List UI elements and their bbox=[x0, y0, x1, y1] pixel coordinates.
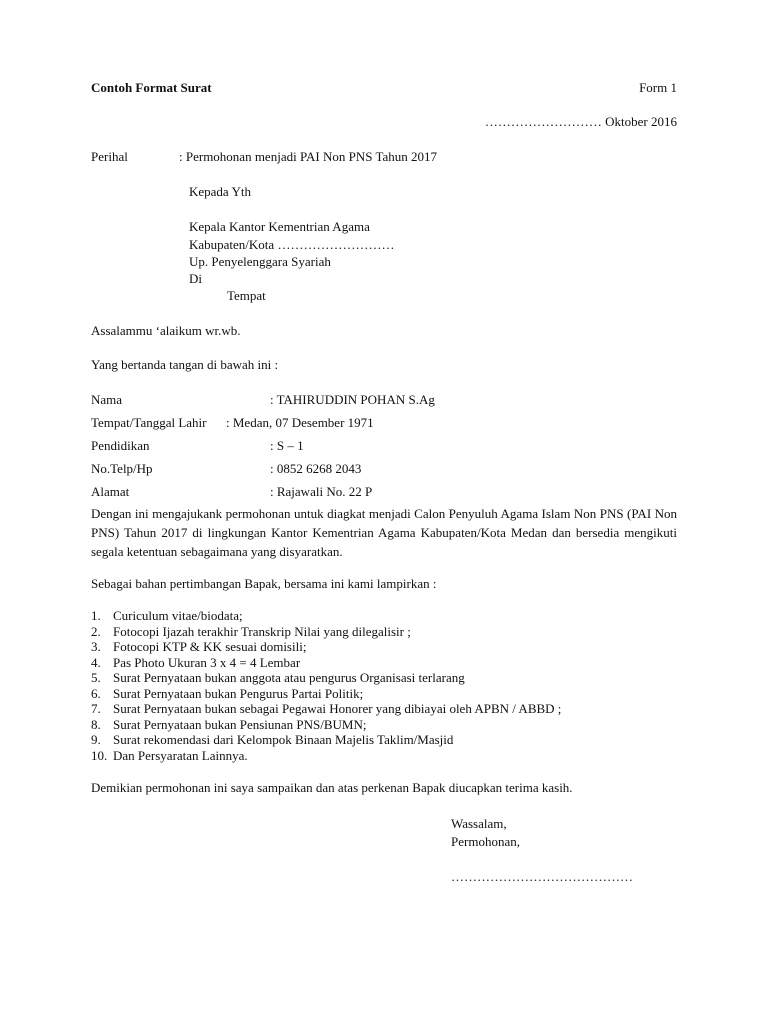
closing-sentence: Demikian permohonan ini saya sampaikan dan atas perkenan Bapak diucapkan terima kasih. bbox=[91, 780, 573, 795]
list-item-text: Surat Pernyataan bukan Pensiunan PNS/BUMN; bbox=[113, 716, 367, 732]
list-item bbox=[91, 686, 561, 702]
attachments-intro: Sebagai bahan pertimbangan Bapak, bersama ini kami lampirkan : bbox=[91, 576, 437, 591]
list-item-number: 5. bbox=[91, 670, 101, 685]
list-item-text: Surat rekomendasi dari Kelompok Binaan Majelis Taklim/Masjid bbox=[113, 732, 454, 747]
field-value-education: : S – 1 bbox=[270, 438, 304, 453]
list-item-number: 3. bbox=[91, 639, 101, 654]
list-item-number: 4. bbox=[91, 654, 101, 670]
body-paragraph: Dengan ini mengajukank permohonan untuk diagkat menjadi Calon Penyuluh Agama Islam Non PNS (PAI Non PNS) Tahun 2017 di lingkungan Kantor Kementrian Agama Kabupaten/Kota Medan dan bersedia mengikuti segala ketentuan sebagaimana yang disyaratkan. bbox=[91, 506, 677, 559]
field-label-birth: Tempat/Tanggal Lahir bbox=[91, 415, 207, 430]
list-item bbox=[91, 670, 561, 686]
list-item-text: Surat Pernyataan bukan anggota atau pengurus Organisasi terlarang bbox=[113, 670, 465, 685]
signature-role: Permohonan, bbox=[451, 834, 520, 849]
list-item-text: Curiculum vitae/biodata; bbox=[113, 608, 243, 623]
subject-label: Perihal bbox=[91, 149, 128, 164]
field-label-phone: No.Telp/Hp bbox=[91, 461, 153, 476]
signature-salutation: Wassalam, bbox=[451, 816, 507, 831]
list-item bbox=[91, 732, 561, 748]
field-value-phone: : 0852 6268 2043 bbox=[270, 461, 362, 476]
list-item-number: 6. bbox=[91, 685, 101, 701]
addressee-di: Di bbox=[189, 271, 202, 286]
field-value-name: : TAHIRUDDIN POHAN S.Ag bbox=[270, 392, 435, 407]
list-item-text: Surat Pernyataan bukan sebagai Pegawai Honorer yang dibiayai oleh APBN / ABBD ; bbox=[113, 701, 562, 716]
list-item-number: 2. bbox=[91, 623, 101, 639]
list-item-number: 8. bbox=[91, 716, 101, 732]
field-label-address: Alamat bbox=[91, 484, 130, 499]
attachments-list bbox=[91, 608, 561, 763]
addressee-regency: Kabupaten/Kota ……………………… bbox=[189, 237, 395, 252]
letter-heading: Contoh Format Surat bbox=[91, 80, 212, 95]
letter-date: ……………………… Oktober 2016 bbox=[484, 114, 677, 129]
addressee-salutation: Kepada Yth bbox=[189, 184, 251, 199]
field-label-name: Nama bbox=[91, 392, 123, 407]
signature-line: …………………………………… bbox=[451, 869, 633, 884]
list-item-text: Dan Persyaratan Lainnya. bbox=[113, 747, 248, 763]
list-item bbox=[91, 608, 561, 624]
list-item-number: 1. bbox=[91, 608, 101, 623]
addressee-office: Kepala Kantor Kementrian Agama bbox=[189, 219, 370, 234]
list-item bbox=[91, 748, 561, 764]
list-item-number: 7. bbox=[91, 701, 101, 716]
signatory-intro: Yang bertanda tangan di bawah ini : bbox=[91, 357, 279, 372]
field-label-education: Pendidikan bbox=[91, 438, 150, 453]
list-item bbox=[91, 717, 561, 733]
list-item bbox=[91, 655, 561, 671]
addressee-place: Tempat bbox=[227, 288, 266, 303]
list-item-text: Fotocopi KTP & KK sesuai domisili; bbox=[113, 639, 307, 654]
addressee-attention: Up. Penyelenggara Syariah bbox=[189, 254, 331, 269]
list-item-text: Fotocopi Ijazah terakhir Transkrip Nilai yang dilegalisir ; bbox=[113, 623, 411, 639]
field-value-birth: : Medan, 07 Desember 1971 bbox=[226, 415, 374, 430]
form-number: Form 1 bbox=[639, 80, 677, 95]
field-value-address: : Rajawali No. 22 P bbox=[270, 484, 373, 499]
list-item bbox=[91, 701, 561, 717]
subject-value: : Permohonan menjadi PAI Non PNS Tahun 2017 bbox=[179, 149, 438, 164]
greeting: Assalammu ‘alaikum wr.wb. bbox=[91, 323, 241, 338]
list-item bbox=[91, 624, 561, 640]
list-item bbox=[91, 639, 561, 655]
list-item-text: Surat Pernyataan bukan Pengurus Partai Politik; bbox=[113, 685, 364, 701]
list-item-text: Pas Photo Ukuran 3 x 4 = 4 Lembar bbox=[113, 654, 301, 670]
list-item-number: 10. bbox=[91, 747, 108, 763]
list-item-number: 9. bbox=[91, 732, 101, 747]
